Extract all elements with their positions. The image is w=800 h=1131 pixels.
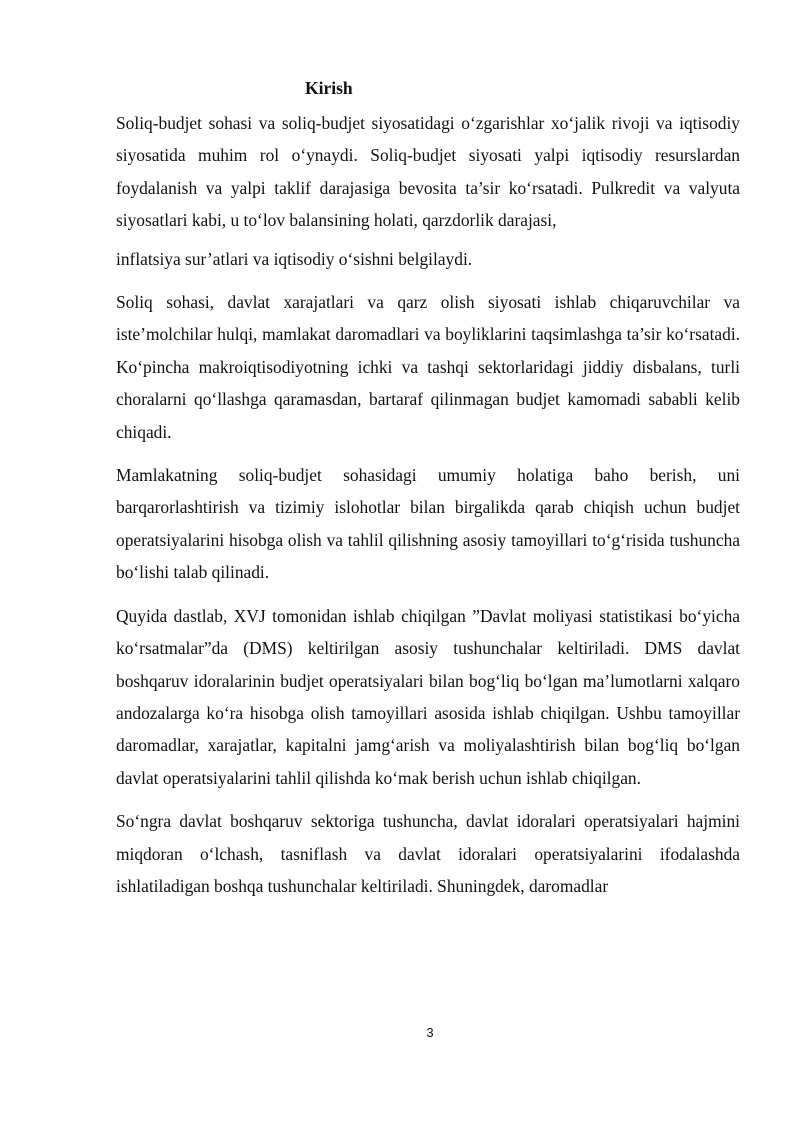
body-text [116, 107, 740, 913]
page-number: 3 [426, 1025, 434, 1040]
paragraph: Mamlakatning soliq-budjet sohasidagi umumiy holatiga baho berish, uni barqarorlashtirish va tizimiy islohotlar bilan birgalikda qarab chiqish uchun budjet operatsiyalarini hisobga olish va tahlil qilishning asosiy tamoyillari to‘g‘risida tushuncha bo‘lishi talab qilinadi. [116, 465, 740, 583]
section-heading: Kirish [305, 78, 353, 98]
paragraph: Soliq sohasi, davlat xarajatlari va qarz olish siyosati ishlab chiqaruvchilar va iste’molchilar hulqi, mamlakat daromadlari va boyliklarini taqsimlashga ta’sir ko‘rsatadi. Ko‘pincha makroiqtisodiyotning ichki va tashqi sektorlaridagi jiddiy disbalans, turli choralarni qo‘llashga qaramasdan, bartaraf qilinmagan budjet kamomadi sababli kelib chiqadi. [116, 292, 740, 442]
paragraph: Quyida dastlab, XVJ tomonidan ishlab chiqilgan ”Davlat moliyasi statistikasi bo‘yicha ko‘rsatmalar”da (DMS) keltirilgan asosiy tushunchalar keltiriladi. DMS davlat boshqaruv idoralarinin budjet operatsiyalari bilan bog‘liq bo‘lgan ma’lumotlarni xalqaro andozalarga ko‘ra hisobga olish tamoyillari asosida ishlab chiqilgan. Ushbu tamoyillar daromadlar, xarajatlar, kapitalni jamg‘arish va moliyalashtirish bilan bog‘liq bo‘lgan davlat operatsiyalarini tahlil qilishda ko‘mak berish uchun ishlab chiqilgan. [116, 605, 740, 788]
paragraph: So‘ngra davlat boshqaruv sektoriga tushuncha, davlat idoralari operatsiyalari hajmini miqdoran o‘lchash, tasniflash va davlat idoralari operatsiyalarini ifodalashda ishlatiladigan boshqa tushunchalar keltiriladi. Shuningdek, daromadlar [116, 811, 740, 896]
paragraph: inflatsiya sur’atlari va iqtisodiy o‘sishni belgilaydi. [116, 248, 473, 269]
paragraph: Soliq-budjet sohasi va soliq-budjet siyosatidagi o‘zgarishlar xo‘jalik rivoji va iqtisodiy siyosatida muhim rol o‘ynaydi. Soliq-budjet siyosati yalpi iqtisodiy resurslardan foydalanish va yalpi taklif darajasiga bevosita ta’sir ko‘rsatadi. Pulkredit va valyuta siyosatlari kabi, u to‘lov balansining holati, qarzdorlik darajasi, [116, 113, 740, 231]
